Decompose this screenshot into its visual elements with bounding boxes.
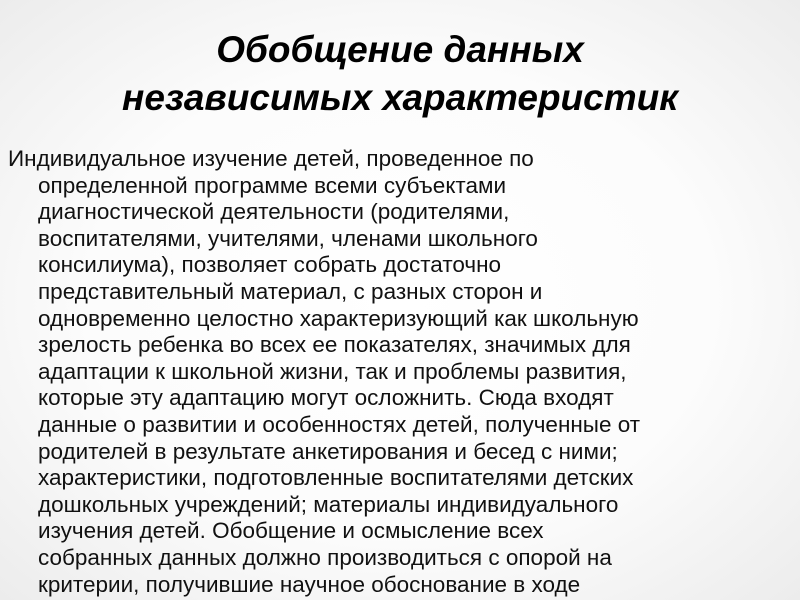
body-text-line: критерии, получившие научное обоснование в ходе <box>38 571 581 597</box>
body-text-line: воспитателями, учителями, членами школьного <box>38 225 538 251</box>
slide-body-text <box>8 146 776 598</box>
body-text-line: зрелость ребенка во всех ее показателях, значимых для <box>38 332 631 358</box>
slide-title-line: независимых характеристик <box>122 77 678 118</box>
body-text-line: консилиума), позволяет собрать достаточно <box>38 252 502 278</box>
body-text-line: представительный материал, с разных сторон и <box>38 278 543 304</box>
body-text-line: данные о развитии и особенностях детей, полученные от <box>38 411 641 437</box>
body-text-line: собранных данных должно производиться с опорой на <box>38 544 612 570</box>
slide-title-line: Обобщение данных <box>216 29 584 70</box>
slide-title <box>0 26 800 122</box>
body-text-line: характеристики, подготовленные воспитателями детских <box>38 465 634 491</box>
body-text-line: изучения детей. Обобщение и осмысление всех <box>38 518 544 544</box>
body-text-line: Индивидуальное изучение детей, проведенное по <box>8 146 534 171</box>
body-text-line: родителей в результате анкетирования и бесед с ними; <box>38 438 618 464</box>
body-text-line: адаптации к школьной жизни, так и проблемы развития, <box>38 358 627 384</box>
body-text-line: дошкольных учреждений; материалы индивидуального <box>38 491 619 517</box>
body-text-line: одновременно целостно характеризующий как школьную <box>38 305 639 331</box>
body-text-line: определенной программе всеми субъектами <box>38 172 507 198</box>
body-text-line: которые эту адаптацию могут осложнить. Сюда входят <box>38 385 614 411</box>
body-text-line: диагностической деятельности (родителями, <box>38 199 510 225</box>
